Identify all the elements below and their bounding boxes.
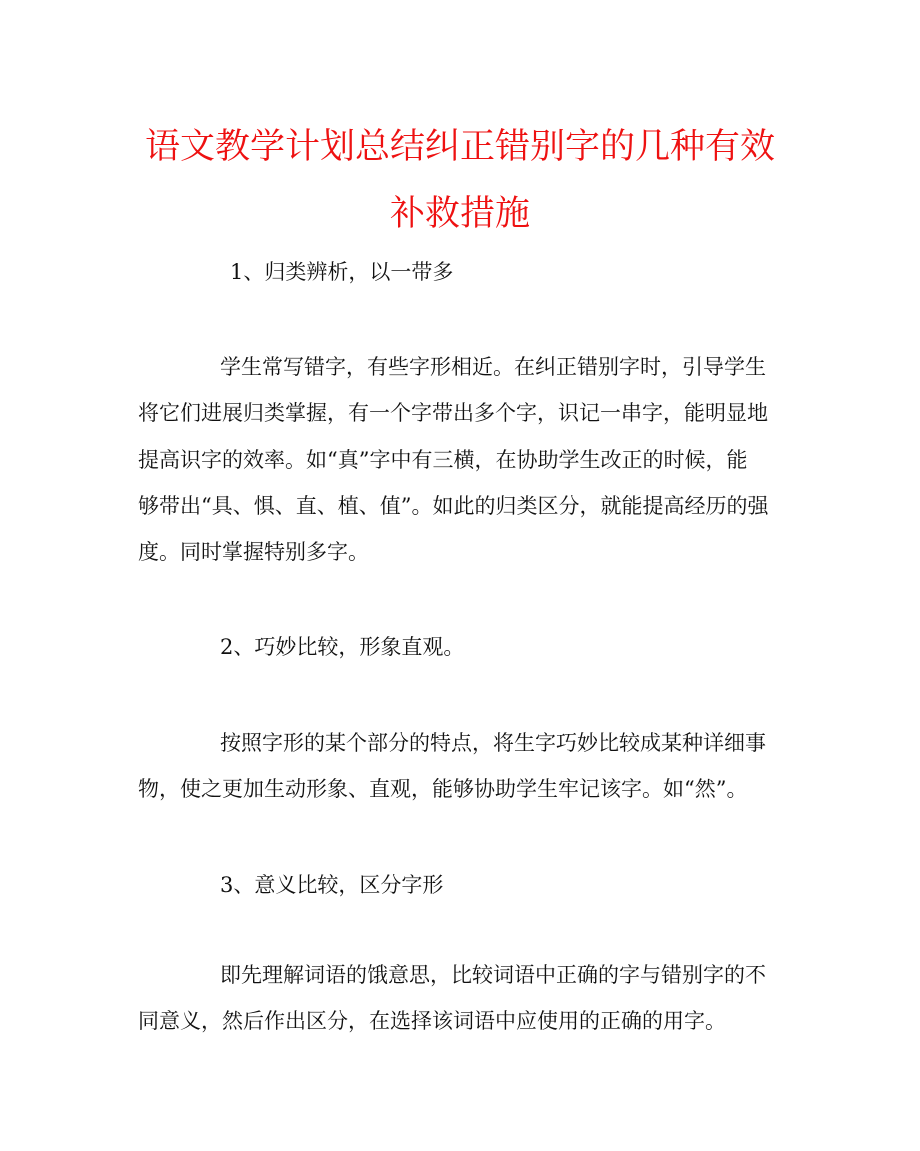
paragraph-line: 将它们进展归类掌握，有一个字带出多个字，识记一串字，能明显地: [138, 401, 768, 426]
section-paragraph: [138, 344, 788, 575]
title-line: 语文教学计划总结纠正错别字的几种有效: [144, 127, 775, 167]
paragraph-line: 即先理解词语的饿意思，比较词语中正确的字与错别字的不: [220, 963, 766, 987]
section-paragraph: [138, 952, 788, 1045]
paragraph-line: 提高识字的效率。如“真”字中有三横，在协助学生改正的时候，能: [138, 447, 748, 472]
paragraph-line: 度。同时掌握特别多字。: [138, 540, 369, 565]
paragraph-line: 学生常写错字，有些字形相近。在纠正错别字时，引导学生: [220, 355, 766, 379]
paragraph-line: 按照字形的某个部分的特点，将生字巧妙比较成某种详细事: [220, 731, 766, 755]
section-heading: 3、意义比较，区分字形: [220, 873, 444, 897]
section-paragraph: [138, 720, 788, 813]
section-heading: 2、巧妙比较，形象直观。: [220, 635, 465, 659]
paragraph-line: 物，使之更加生动形象、直观，能够协助学生牢记该字。如“然”。: [138, 777, 748, 802]
section-heading: 1、归类辨析，以一带多: [230, 260, 454, 284]
paragraph-line: 同意义，然后作出区分，在选择该词语中应使用的正确的用字。: [138, 1009, 726, 1034]
title-line: 补救措施: [389, 194, 530, 234]
paragraph-line: 够带出“具、惧、直、植、值”。如此的归类区分，就能提高经历的强: [138, 493, 769, 518]
document-title: [0, 114, 920, 248]
